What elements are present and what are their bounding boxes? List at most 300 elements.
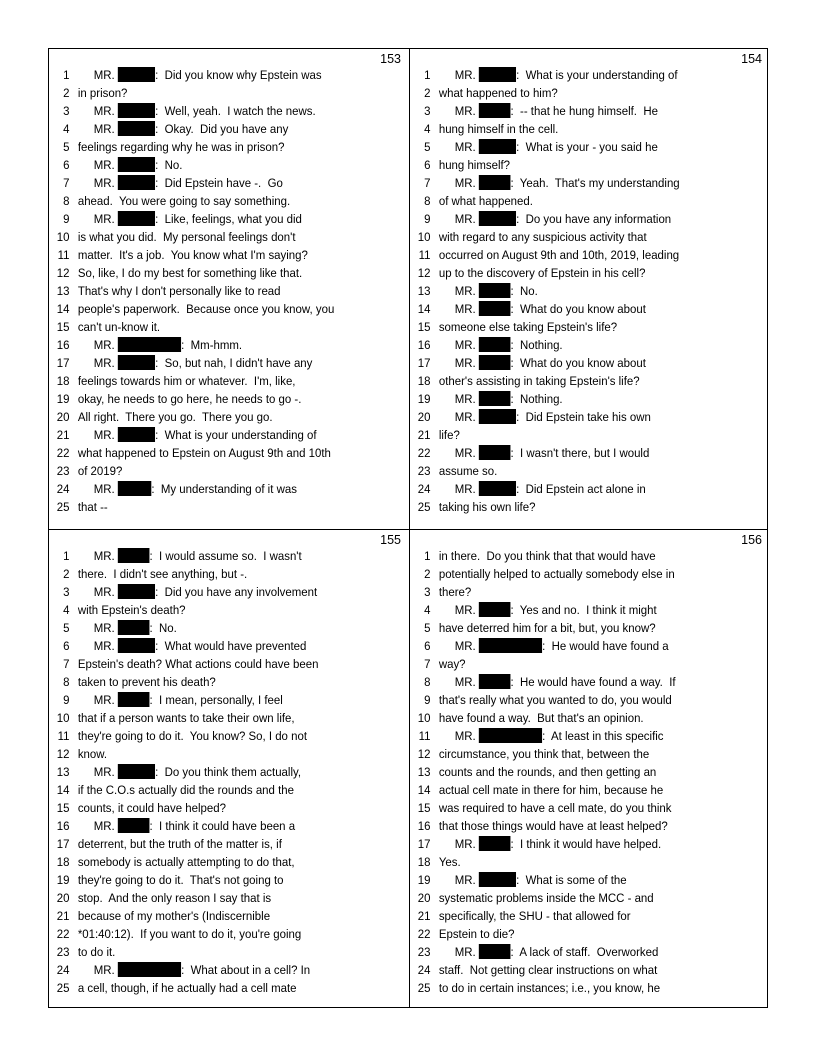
redaction-bar [118,962,181,977]
line-number: 15 [56,320,70,334]
text-segment: okay, he needs to go here, he needs to go -. [77,392,302,406]
line-text [439,943,659,961]
line-number: 5 [424,140,431,154]
line-number: 20 [56,891,70,905]
line-text [78,372,296,390]
line-number: 24 [417,482,431,496]
text-segment: : He would have found a way. If [510,675,676,689]
transcript-line [49,979,384,997]
text-segment: : What do you know about [510,356,646,370]
text-segment: : No. [510,284,538,298]
line-number: 25 [56,500,70,514]
line-text [439,138,658,156]
text-segment: MR. [438,410,479,424]
line-number: 14 [417,302,431,316]
text-segment: MR. [77,585,118,599]
text-segment: occurred on August 9th and 10th, 2019, leading [438,248,680,262]
transcript-page-155 [49,530,409,1010]
line-number: 14 [56,783,70,797]
line-number: 1 [424,68,431,82]
transcript-line [49,354,384,372]
text-segment: they're going to do it. That's not going to [77,873,284,887]
redaction-bar [118,584,155,599]
line-text [439,619,656,637]
line-text [78,709,295,727]
line-text [78,264,302,282]
text-segment: MR. [77,621,118,635]
line-number: 9 [63,693,70,707]
line-text [78,907,270,925]
redaction-bar [479,175,511,190]
text-segment: MR. [77,428,118,442]
transcript-line [410,138,745,156]
transcript-line [49,228,384,246]
transcript-line [49,673,384,691]
page-number: 153 [380,52,401,66]
line-text [78,462,123,480]
text-segment: MR. [77,482,118,496]
text-segment: : A lack of staff. Overworked [510,945,659,959]
transcript-line [410,727,745,745]
line-text [439,691,672,709]
line-text [439,480,646,498]
transcript-line [410,763,745,781]
line-text [439,300,646,318]
transcript-line [410,709,745,727]
transcript-line [49,907,384,925]
text-segment: taking his own life? [438,500,536,514]
text-segment: : Nothing. [510,338,563,352]
text-segment: with Epstein's death? [77,603,186,617]
line-text [439,745,649,763]
text-segment: MR. [438,302,479,316]
transcript-line [410,871,745,889]
text-segment: of 2019? [77,464,123,478]
transcript-line [410,246,745,264]
text-segment: : Yes and no. I think it might [510,603,657,617]
line-text [439,547,656,565]
transcript-line [49,691,384,709]
text-segment: : Like, feelings, what you did [155,212,302,226]
redaction-bar [118,337,181,352]
line-text [439,498,536,516]
text-segment: in there. Do you think that that would have [438,549,656,563]
transcript-line [410,282,745,300]
line-number: 3 [424,104,431,118]
line-number: 12 [417,266,431,280]
line-number: 13 [56,284,70,298]
line-text [439,246,679,264]
transcript-line [410,691,745,709]
line-text [78,925,301,943]
text-segment: : Did Epstein have -. Go [155,176,283,190]
transcript-line [49,619,384,637]
text-segment: : My understanding of it was [151,482,297,496]
line-text [439,264,646,282]
line-number: 19 [417,873,431,887]
text-segment: specifically, the SHU - that allowed for [438,909,631,923]
text-segment: counts, it could have helped? [77,801,226,815]
text-segment: : What about in a cell? In [181,963,311,977]
transcript-line [410,853,745,871]
line-text [78,192,290,210]
text-segment: MR. [77,356,118,370]
line-number: 1 [63,549,70,563]
line-text [78,763,301,781]
redaction-bar [118,355,155,370]
line-number: 6 [424,639,431,653]
line-text [439,174,680,192]
transcript-line [410,619,745,637]
line-number: 8 [424,194,431,208]
line-text [78,835,282,853]
line-number: 19 [56,873,70,887]
line-text [78,480,297,498]
line-text [78,943,116,961]
text-segment: MR. [438,392,479,406]
redaction-bar [479,103,511,118]
line-text [439,673,676,691]
text-segment: ahead. You were going to say something. [77,194,291,208]
text-segment: to do it. [77,945,116,959]
transcript-line [410,547,745,565]
redaction-bar [118,211,155,226]
line-number: 15 [56,801,70,815]
line-text [439,210,671,228]
text-segment: MR. [77,104,118,118]
transcript-line [410,354,745,372]
transcript-line [49,210,384,228]
text-segment: : Mm-hmm. [181,338,243,352]
line-text [439,372,640,390]
redaction-bar [118,481,151,496]
line-number: 2 [63,567,70,581]
text-segment: in prison? [77,86,128,100]
line-text [439,871,627,889]
transcript-line [410,210,745,228]
line-number: 9 [424,693,431,707]
transcript-line [410,498,745,516]
line-number: 16 [56,819,70,833]
text-segment: MR. [77,122,118,136]
text-segment: hung himself in the cell. [438,122,559,136]
text-segment: *01:40:12). If you want to do it, you're going [77,927,302,941]
line-text [439,444,650,462]
redaction-bar [118,548,150,563]
text-segment: other's assisting in taking Epstein's life? [438,374,640,388]
line-text [78,354,313,372]
transcript-line [410,372,745,390]
transcript-line [49,727,384,745]
line-number: 5 [63,140,70,154]
text-segment: : I think it could have been a [149,819,296,833]
text-segment: : I wasn't there, but I would [510,446,650,460]
text-segment: : What is your understanding of [155,428,317,442]
line-text [78,246,308,264]
line-text [439,925,515,943]
text-segment: matter. It's a job. You know what I'm saying? [77,248,308,262]
line-number: 7 [63,176,70,190]
line-number: 4 [424,122,431,136]
redaction-bar [118,103,155,118]
transcript-line [49,817,384,835]
redaction-bar [118,620,150,635]
line-number: 6 [63,158,70,172]
text-segment: MR. [438,729,479,743]
line-number: 24 [417,963,431,977]
transcript-line [410,102,745,120]
text-segment: : No. [155,158,183,172]
line-number: 2 [424,86,431,100]
line-number: 10 [56,711,70,725]
transcript-line [410,462,745,480]
transcript-line [410,943,745,961]
redaction-bar [118,427,155,442]
text-segment: have found a way. But that's an opinion. [438,711,644,725]
line-number: 3 [424,585,431,599]
transcript-line [49,547,384,565]
line-number: 15 [417,320,431,334]
line-number: 10 [417,230,431,244]
text-segment: MR. [438,873,479,887]
transcript-line [49,102,384,120]
line-number: 5 [63,621,70,635]
transcript-line [410,817,745,835]
transcript-line [49,655,384,673]
transcript-line [49,498,384,516]
line-text [78,444,331,462]
line-text [439,426,460,444]
text-segment: MR. [438,104,479,118]
transcript-line [410,799,745,817]
text-segment: : Yeah. That's my understanding [510,176,680,190]
line-number: 13 [417,765,431,779]
redaction-bar [118,67,155,82]
line-text [439,961,657,979]
line-text [78,853,295,871]
text-segment: that those things would have at least helped? [438,819,668,833]
line-number: 7 [63,657,70,671]
transcript-line [410,120,745,138]
line-number: 6 [424,158,431,172]
text-segment: : Did you know why Epstein was [155,68,322,82]
line-number: 18 [417,374,431,388]
text-segment: MR. [438,482,479,496]
text-segment: : What is your understanding of [516,68,678,82]
text-segment: MR. [438,675,479,689]
redaction-bar [118,764,155,779]
line-text [78,979,297,997]
line-number: 22 [417,446,431,460]
transcript-line [410,673,745,691]
line-number: 20 [417,410,431,424]
transcript-line [410,745,745,763]
line-number: 24 [56,963,70,977]
redaction-bar [118,692,150,707]
text-segment: : What would have prevented [155,639,307,653]
text-segment: : What is your - you said he [516,140,658,154]
redaction-bar [479,301,511,316]
redaction-bar [479,445,511,460]
redaction-bar [479,638,542,653]
redaction-bar [118,638,155,653]
page-number: 155 [380,533,401,547]
text-segment: : Do you have any information [516,212,672,226]
transcript-line [49,835,384,853]
transcript-line [49,156,384,174]
transcript-line [49,192,384,210]
redaction-bar [479,944,511,959]
line-number: 25 [417,981,431,995]
text-segment: MR. [438,603,479,617]
line-number: 24 [56,482,70,496]
line-text [78,673,216,691]
line-text [78,390,302,408]
text-segment: feelings towards him or whatever. I'm, like, [77,374,296,388]
text-segment: if the C.O.s actually did the rounds and the [77,783,294,797]
text-segment: MR. [77,68,118,82]
line-text [78,781,294,799]
line-text [78,228,296,246]
line-text [439,799,672,817]
transcript-line [49,372,384,390]
line-number: 2 [63,86,70,100]
transcript-lines [410,547,770,997]
transcript-lines [410,66,770,516]
text-segment: can't un-know it. [77,320,161,334]
line-text [78,426,317,444]
transcript-line [49,637,384,655]
line-number: 8 [63,194,70,208]
text-segment: : No. [149,621,177,635]
transcript-line [410,300,745,318]
text-segment: a cell, though, if he actually had a cell mate [77,981,297,995]
text-segment: : I mean, personally, I feel [149,693,283,707]
transcript-page-156 [410,530,770,1010]
text-segment: stop. And the only reason I say that is [77,891,272,905]
line-text [78,318,160,336]
line-number: 23 [56,945,70,959]
transcript-line [410,444,745,462]
transcript-line [410,426,745,444]
text-segment: counts and the rounds, and then getting an [438,765,657,779]
transcript-sheet [48,48,768,1008]
transcript-line [410,408,745,426]
redaction-bar [118,157,155,172]
page-number: 156 [741,533,762,547]
line-number: 21 [56,428,70,442]
transcript-page-153 [49,49,409,529]
text-segment: up to the discovery of Epstein in his cell? [438,266,646,280]
line-number: 9 [424,212,431,226]
line-number: 6 [63,639,70,653]
line-text [78,102,316,120]
text-segment: : Well, yeah. I watch the news. [155,104,316,118]
line-text [78,961,310,979]
line-text [78,547,302,565]
transcript-line [410,174,745,192]
line-number: 1 [424,549,431,563]
text-segment: MR. [438,68,479,82]
transcript-line [49,745,384,763]
text-segment: : At least in this specific [542,729,664,743]
transcript-line [49,480,384,498]
transcript-line [410,156,745,174]
text-segment: : What is some of the [516,873,627,887]
transcript-line [49,138,384,156]
line-number: 23 [56,464,70,478]
text-segment: circumstance, you think that, between the [438,747,650,761]
transcript-line [49,961,384,979]
text-segment: that -- [77,500,108,514]
text-segment: : -- that he hung himself. He [510,104,658,118]
line-text [78,583,317,601]
line-text [78,655,319,673]
transcript-line [49,763,384,781]
transcript-line [49,799,384,817]
line-number: 17 [56,837,70,851]
line-text [78,745,107,763]
transcript-line [49,390,384,408]
text-segment: someone else taking Epstein's life? [438,320,618,334]
transcript-lines [49,547,409,997]
transcript-line [49,943,384,961]
line-text [78,601,186,619]
text-segment: MR. [77,765,118,779]
text-segment: MR. [77,212,118,226]
line-number: 25 [417,500,431,514]
redaction-bar [118,175,155,190]
line-number: 15 [417,801,431,815]
transcript-line [410,565,745,583]
transcript-line [49,336,384,354]
text-segment: MR. [438,140,479,154]
line-text [78,871,284,889]
line-text [439,781,663,799]
redaction-bar [479,674,511,689]
line-text [78,727,307,745]
text-segment: taken to prevent his death? [77,675,216,689]
text-segment: MR. [438,356,479,370]
transcript-line [410,925,745,943]
line-number: 4 [63,603,70,617]
redaction-bar [479,283,511,298]
line-text [439,835,661,853]
line-text [78,174,283,192]
line-text [439,583,471,601]
line-text [439,709,644,727]
text-segment: : Did you have any involvement [155,585,318,599]
transcript-line [49,318,384,336]
text-segment: MR. [438,212,479,226]
text-segment: MR. [77,549,118,563]
line-number: 11 [57,729,70,743]
text-segment: assume so. [438,464,498,478]
line-number: 18 [56,855,70,869]
line-number: 22 [56,446,70,460]
line-text [78,889,271,907]
line-text [439,907,631,925]
text-segment: is what you did. My personal feelings don't [77,230,296,244]
line-number: 8 [424,675,431,689]
redaction-bar [479,728,542,743]
text-segment: Epstein to die? [438,927,515,941]
line-text [439,979,660,997]
text-segment: : Did Epstein act alone in [516,482,646,496]
text-segment: MR. [438,338,479,352]
transcript-line [410,66,745,84]
line-text [439,408,651,426]
